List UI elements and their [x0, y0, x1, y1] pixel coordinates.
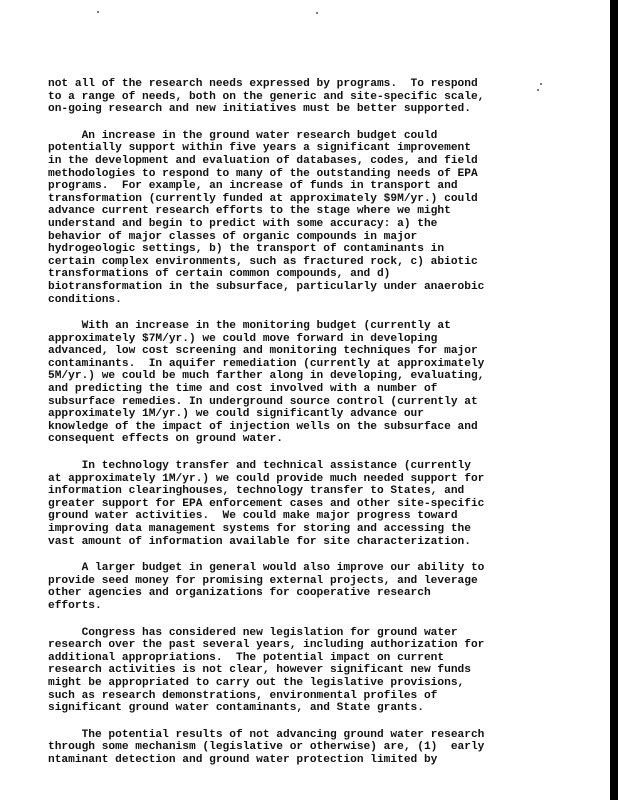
text-line: such as research demonstrations, environmental profiles of [48, 689, 438, 702]
paragraph [48, 460, 568, 548]
paragraph [48, 562, 568, 612]
text-line: significant ground water contaminants, and State grants. [48, 702, 424, 715]
text-line: contaminants. In aquifer remediation (currently at approximately [48, 357, 485, 370]
text-line: A larger budget in general would also improve our ability to [48, 562, 485, 575]
paragraph [48, 78, 568, 116]
text-line: and predicting the time and cost involved with a number of [48, 383, 438, 396]
scan-speck [316, 12, 318, 14]
text-line: transformation (currently funded at approximately $9M/yr.) could [48, 192, 478, 205]
text-line: information clearinghouses, technology transfer to States, and [48, 485, 465, 498]
text-line: With an increase in the monitoring budget (currently at [48, 320, 451, 333]
text-line: to a range of needs, both on the generic and site-specific scale, [48, 90, 485, 103]
text-line: An increase in the ground water research budget could [48, 129, 438, 142]
text-line: advance current research efforts to the stage where we might [48, 205, 451, 218]
paragraph [48, 320, 568, 446]
text-line: methodologies to respond to many of the outstanding needs of EPA [48, 167, 478, 180]
text-line: subsurface remedies. In underground source control (currently at [48, 395, 478, 408]
paragraph [48, 627, 568, 715]
document-body [48, 78, 568, 781]
text-line: efforts. [48, 599, 102, 612]
text-line: advanced, low cost screening and monitoring techniques for major [48, 345, 478, 358]
text-line: in the development and evaluation of databases, codes, and field [48, 154, 478, 167]
paragraph [48, 729, 568, 767]
text-line: approximately $7M/yr.) we could move forward in developing [48, 332, 438, 345]
text-line: knowledge of the impact of injection wells on the subsurface and [48, 420, 478, 433]
text-line: ground water activities. We could make major progress toward [48, 510, 458, 523]
text-line: greater support for EPA enforcement cases and other site-specific [48, 497, 485, 510]
text-line: research activities is not clear, however significant new funds [48, 664, 471, 677]
text-line: through some mechanism (legislative or otherwise) are, (1) early [48, 741, 485, 754]
text-line: vast amount of information available for site characterization. [48, 535, 471, 548]
text-line: ntaminant detection and ground water protection limited by [48, 753, 438, 766]
text-line: Congress has considered new legislation for ground water [48, 626, 458, 639]
text-line: research over the past several years, including authorization for [48, 639, 485, 652]
text-line: conditions. [48, 293, 122, 306]
text-line: transformations of certain common compounds, and d) [48, 268, 391, 281]
text-line: behavior of major classes of organic compounds in major [48, 230, 418, 243]
text-line: provide seed money for promising external projects, and leverage [48, 574, 478, 587]
text-line: additional appropriations. The potential impact on current [48, 651, 445, 664]
text-line: 5M/yr.) we could be much farther along in developing, evaluating, [48, 370, 485, 383]
text-line: consequent effects on ground water. [48, 433, 283, 446]
text-line: understand and begin to predict with some accuracy: a) the [48, 217, 438, 230]
text-line: might be appropriated to carry out the legislative provisions, [48, 676, 465, 689]
text-line: improving data management systems for storing and accessing the [48, 523, 471, 535]
text-line: potentially support within five years a significant improvement [48, 142, 471, 155]
text-line: In technology transfer and technical assistance (currently [48, 460, 471, 473]
scan-speck [97, 11, 99, 13]
text-line: hydrogeologic settings, b) the transport of contaminants in [48, 243, 445, 256]
text-line: The potential results of not advancing ground water research [48, 728, 485, 741]
text-line: on-going research and new initiatives must be better supported. [48, 103, 471, 116]
scan-border [610, 0, 618, 800]
text-line: programs. For example, an increase of funds in transport and [48, 180, 458, 193]
text-line: at approximately 1M/yr.) we could provide much needed support for [48, 472, 485, 485]
paragraph [48, 130, 568, 306]
text-line: other agencies and organizations for cooperative research [48, 587, 431, 600]
text-line: approximately 1M/yr.) we could significantly advance our [48, 408, 424, 421]
text-line: certain complex environments, such as fractured rock, c) abiotic [48, 255, 478, 268]
text-line: not all of the research needs expressed by programs. To respond [48, 78, 478, 90]
text-line: biotransformation in the subsurface, particularly under anaerobic [48, 280, 485, 293]
